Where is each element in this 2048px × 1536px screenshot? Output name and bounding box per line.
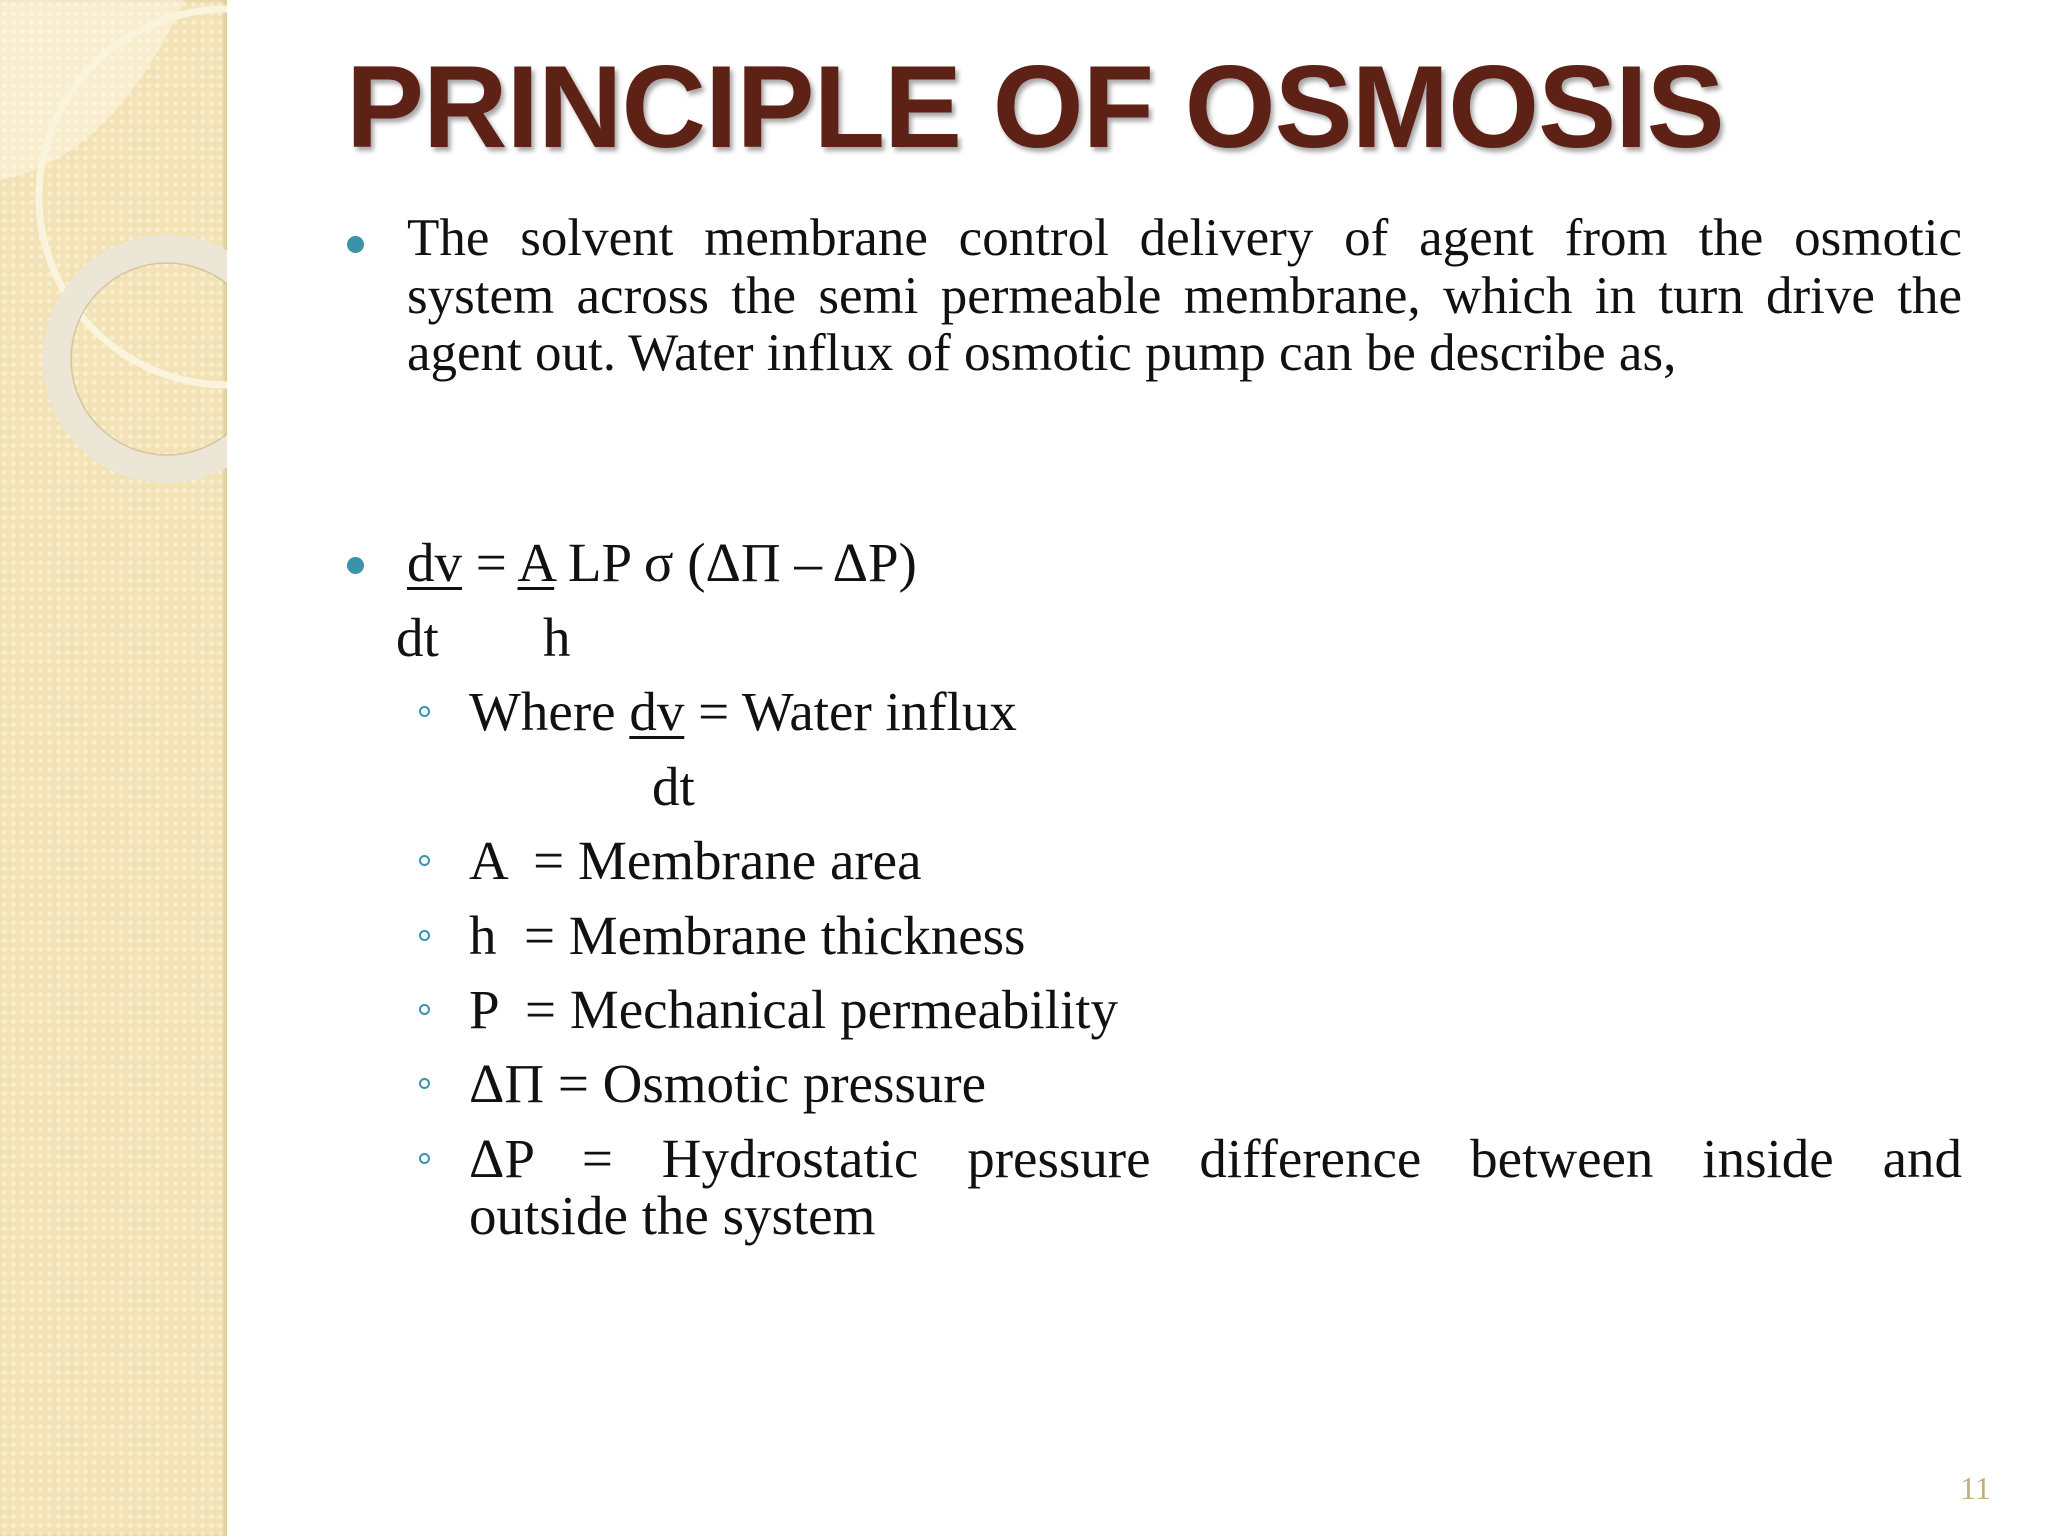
formula-a: A: [517, 532, 555, 593]
sub-bullet-icon: [419, 706, 430, 717]
definition-item: A = Membrane area: [469, 830, 922, 891]
formula-dv: dv: [407, 532, 462, 593]
where-suffix: = Water influx: [684, 681, 1017, 742]
definition-item: h = Membrane thickness: [469, 905, 1026, 966]
formula-line: [407, 533, 917, 593]
formula-equals: =: [462, 532, 518, 593]
definition-item: ΔP = Hydrostatic pressure difference between inside and: [469, 1128, 1962, 1189]
where-denominator-dt: dt: [652, 756, 695, 817]
sub-bullet-icon: [419, 855, 430, 866]
formula-denominator-dt: dt: [396, 607, 439, 668]
where-dv: dv: [629, 681, 685, 742]
decorative-sidebar: [0, 0, 227, 1536]
definition-item: ΔΠ = Osmotic pressure: [469, 1053, 986, 1114]
slide-title: PRINCIPLE OF OSMOSIS: [346, 41, 1724, 172]
decorative-circles: [0, 0, 227, 1536]
definition-item-continuation: outside the system: [469, 1185, 876, 1246]
sub-bullet-icon: [419, 1004, 430, 1015]
where-prefix: Where: [469, 681, 630, 742]
formula-denominator-h: h: [543, 607, 571, 668]
page-number: 11: [1960, 1470, 1991, 1506]
definition-water-influx: [469, 682, 1017, 742]
formula-rest: LP σ (ΔΠ – ΔP): [554, 532, 917, 593]
sub-bullet-icon: [419, 1153, 430, 1164]
definition-item: P = Mechanical permeability: [469, 979, 1119, 1040]
bullet-icon: [347, 557, 364, 574]
intro-paragraph: The solvent membrane control delivery of agent from the osmotic system across the semi permeable membrane, which in turn drive the agent out. Water influx of osmotic pump can be describe as,: [407, 209, 1962, 382]
sub-bullet-icon: [419, 1078, 430, 1089]
sub-bullet-icon: [419, 930, 430, 941]
bullet-icon: [347, 236, 364, 253]
